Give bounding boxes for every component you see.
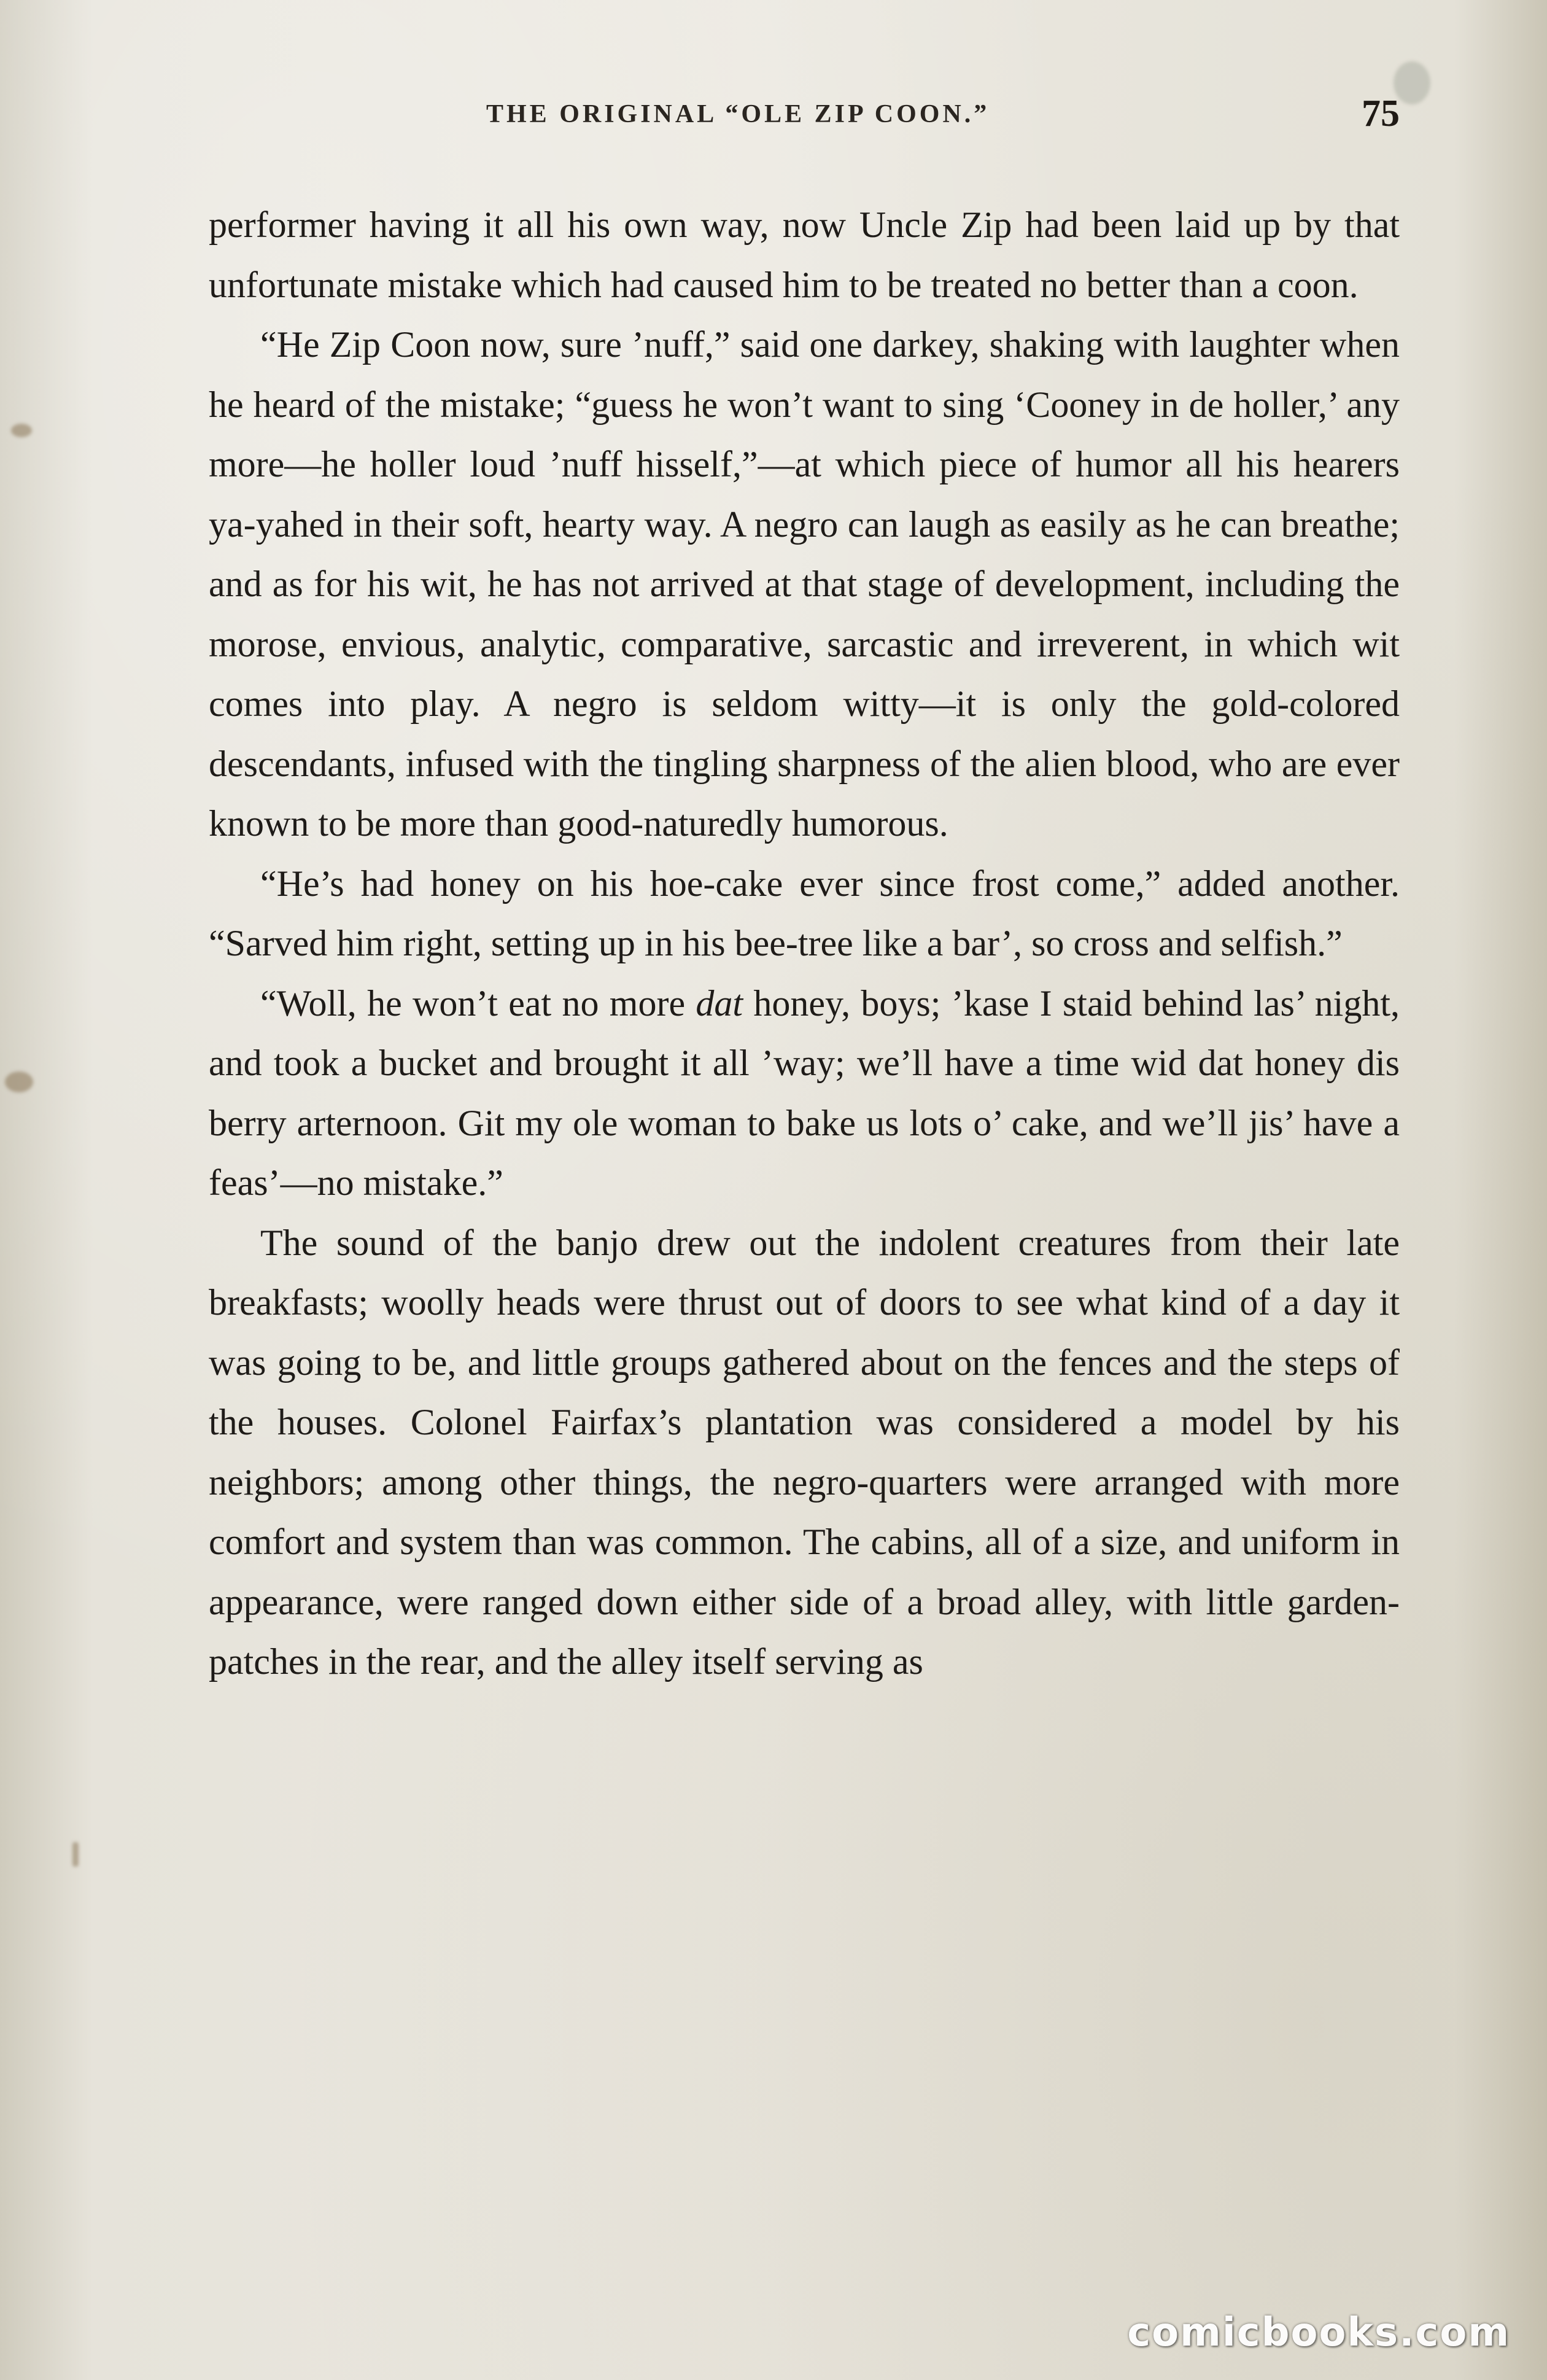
page-number: 75 [1362,93,1400,134]
paper-stain [5,1071,33,1092]
paragraph-text: honey, boys; ’kase I staid behind las’ night, and took a bucket and brought it all ’way; we’ll have a time wid dat honey dis berry arternoon. Git my ole woman to bake us lots o’ cake, and we’ll jis’ have a feas’—no mistake.” [209,982,1400,1203]
watermark: comicbooks.com [1127,2310,1510,2355]
paragraph: The sound of the banjo drew out the indolent creatures from their late breakfasts; woolly heads were thrust out of doors to see what kind of a day it was going to be, and little groups gathered about on the fences and the steps of the houses. Colonel Fairfax’s plantation was considered a model by his neighbors; among other things, the negro-quarters were arranged with more comfort and system than was common. The cabins, all of a size, and uniform in appearance, were ranged down either side of a broad alley, with little garden-patches in the rear, and the alley itself serving as [209,1222,1400,1682]
paper-stain [72,1842,79,1867]
paragraph-text: “Woll, he won’t eat no more [260,982,696,1024]
paragraph: “He’s had honey on his hoe-cake ever since frost come,” added another. “Sarved him right, setting up in his bee-tree like a bar’, so cross and selfish.” [209,863,1400,963]
paragraph: performer having it all his own way, now Uncle Zip had been laid up by that unfortunate mistake which had caused him to be treated no better than a coon. [209,204,1400,305]
body-text [209,195,1400,1692]
running-title: THE ORIGINAL “OLE ZIP COON.” [486,100,990,128]
page-header [209,92,1400,147]
paragraph-italic-word: dat [696,982,743,1024]
paragraph: “He Zip Coon now, sure ’nuff,” said one darkey, shaking with laughter when he heard of the mistake; “guess he won’t want to sing ‘Cooney in de holler,’ any more—he holler loud ’nuff hisself,”—at which piece of humor all his hearers ya-yahed in their soft, hearty way. A negro can laugh as easily as he can breathe; and as for his wit, he has not arrived at that stage of development, including the morose, envious, analytic, comparative, sarcastic and irreverent, in which wit comes into play. A negro is seldom witty—it is only the gold-colored descendants, infused with the tingling sharpness of the alien blood, who are ever known to be more than good-naturedly humorous. [209,324,1400,844]
paragraph [209,974,1400,1213]
paper-stain [11,424,32,437]
